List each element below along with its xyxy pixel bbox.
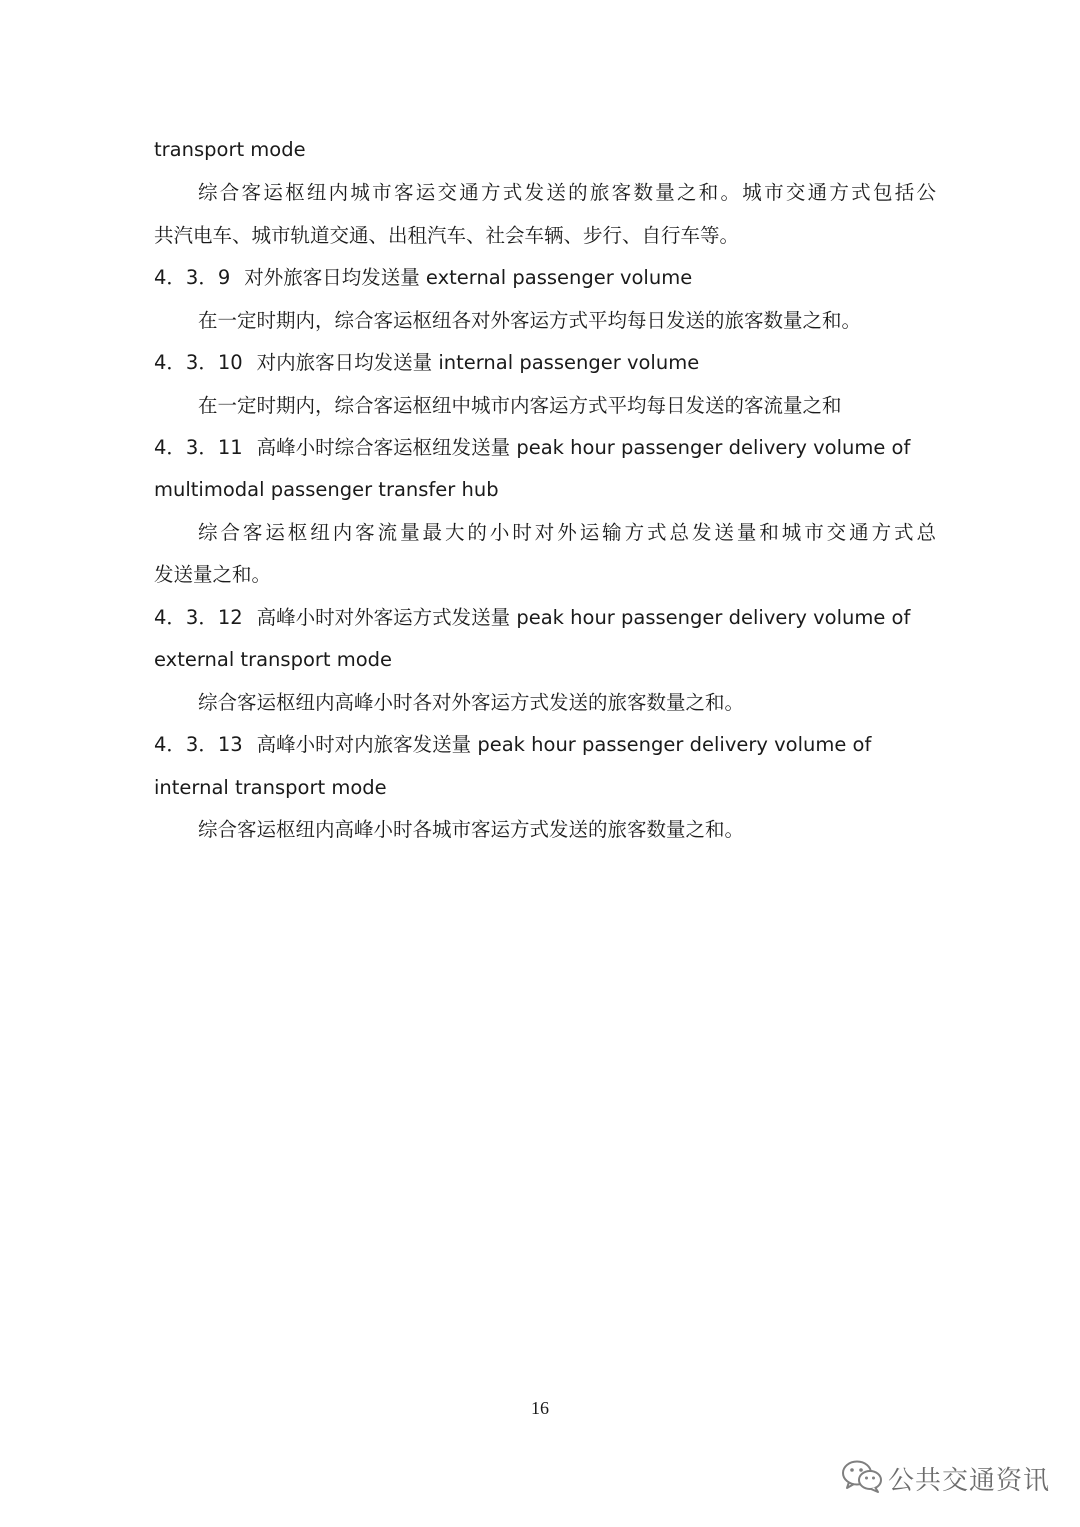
clause-number: 4．3．9 [154, 266, 231, 289]
watermark [840, 1458, 1050, 1498]
clause-number: 4．3．12 [154, 606, 243, 629]
definition-line [198, 308, 936, 334]
clause-title: 高峰小时综合客运枢纽发送量 peak hour passenger delivery volume of [256, 436, 911, 459]
clause-title: 高峰小时对内旅客发送量 peak hour passenger delivery volume of [256, 733, 872, 756]
clause-title-continued [154, 775, 936, 801]
page-number: 16 [531, 1398, 549, 1418]
clause-heading-4-3-11 [154, 435, 936, 461]
clause-title: 高峰小时对外客运方式发送量 peak hour passenger delivery volume of [256, 606, 911, 629]
definition-line [154, 223, 936, 249]
clause-title-continued [154, 647, 936, 673]
wechat-icon [840, 1458, 884, 1498]
clause-title-continued [154, 477, 936, 503]
clause-title: 对外旅客日均发送量 external passenger volume [244, 266, 693, 289]
definition-line [198, 520, 936, 546]
definition-line [198, 180, 936, 206]
clause-number: 4．3．10 [154, 351, 243, 374]
clause-title: external transport mode [154, 648, 393, 671]
definition-line [198, 690, 936, 716]
definition-text: 在一定时期内，综合客运枢纽各对外客运方式平均每日发送的旅客数量之和。 [198, 309, 862, 332]
clause-title: 对内旅客日均发送量 internal passenger volume [256, 351, 700, 374]
definition-line [154, 562, 936, 588]
definition-text: 综合客运枢纽内城市客运交通方式发送的旅客数量之和。城市交通方式包括公 [198, 181, 936, 204]
definition-line [198, 817, 936, 843]
clause-heading-4-3-10 [154, 350, 936, 376]
definition-text: 发送量之和。 [154, 563, 272, 586]
definition-text: 综合客运枢纽内高峰小时各对外客运方式发送的旅客数量之和。 [198, 691, 745, 714]
clause-title: internal transport mode [154, 776, 387, 799]
clause-number: 4．3．13 [154, 733, 243, 756]
clause-heading-4-3-9 [154, 265, 936, 291]
clause-heading-4-3-12 [154, 605, 936, 631]
definition-text: 在一定时期内，综合客运枢纽中城市内客运方式平均每日发送的客流量之和 [198, 394, 842, 417]
continued-term-line [154, 137, 936, 163]
watermark-text: 公共交通资讯 [888, 1465, 1051, 1496]
definition-text: 综合客运枢纽内客流量最大的小时对外运输方式总发送量和城市交通方式总 [198, 521, 936, 544]
clause-heading-4-3-13 [154, 732, 936, 758]
definition-text: 综合客运枢纽内高峰小时各城市客运方式发送的旅客数量之和。 [198, 818, 745, 841]
term-text: transport mode [154, 138, 306, 161]
clause-number: 4．3．11 [154, 436, 243, 459]
definition-line [198, 393, 936, 419]
definition-text: 共汽电车、城市轨道交通、出租汽车、社会车辆、步行、自行车等。 [154, 224, 740, 247]
clause-title: multimodal passenger transfer hub [154, 478, 499, 501]
